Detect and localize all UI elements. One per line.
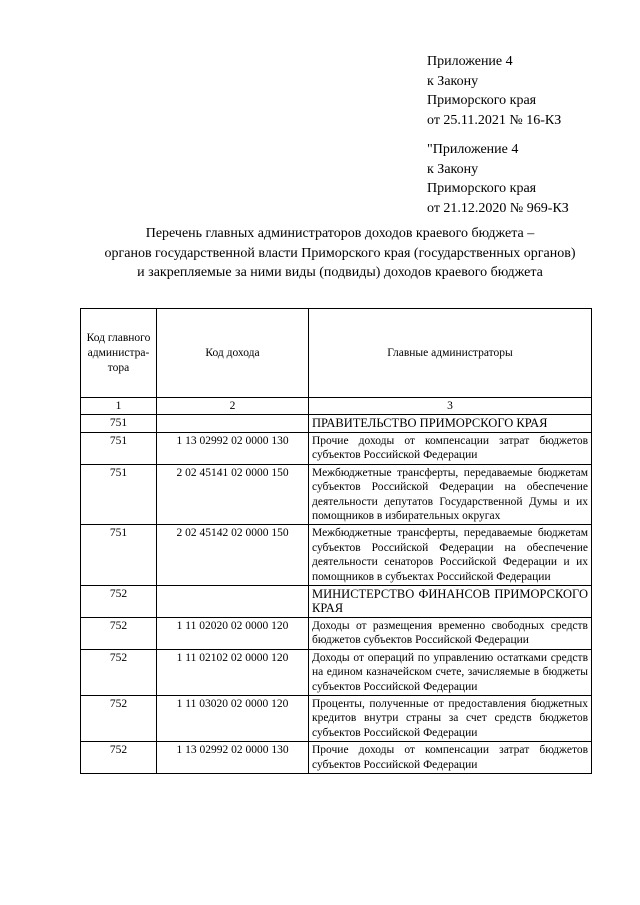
administrator-name-cell: Межбюджетные трансферты, передаваемые бюджетам субъектов Российской Федерации на обеспечение деятельности сенаторов Российской Федерации и их помощников в субъектах Российской Федерации (309, 525, 592, 586)
table-row (81, 695, 592, 741)
administrator-name-cell: Межбюджетные трансферты, передаваемые бюджетам субъектов Российской Федерации на обеспечение деятельности депутатов Государственной Думы и их помощников в избирательных округах (309, 464, 592, 525)
admin-code-cell: 752 (81, 586, 157, 618)
admin-code-cell: 751 (81, 433, 157, 465)
administrator-name-cell: Доходы от операций по управлению остатками средств на едином казначейском счете, зачисляемые в бюджеты субъектов Российской Федерации (309, 649, 592, 695)
header-admin-code: Код главного администра-тора (81, 309, 157, 398)
revenue-code-cell: 2 02 45141 02 0000 150 (157, 464, 309, 525)
table-row (81, 415, 592, 433)
table-row (81, 649, 592, 695)
admin-code-cell: 752 (81, 695, 157, 741)
revenue-code-cell (157, 415, 309, 433)
admin-code-cell: 752 (81, 649, 157, 695)
table-row (81, 525, 592, 586)
appendix-original-line2: к Закону (427, 161, 479, 177)
appendix-current-line3: Приморского края (427, 93, 537, 108)
table-row (81, 586, 592, 618)
column-number-3: 3 (309, 398, 592, 415)
revenue-code-cell: 1 13 02992 02 0000 130 (157, 742, 309, 774)
appendix-original-block (427, 140, 569, 218)
appendix-original-line4: от 21.12.2020 № 969-КЗ (427, 200, 569, 216)
appendix-current-line2: к Закону (427, 73, 479, 89)
header-administrators: Главные администраторы (309, 309, 592, 398)
table-row (81, 742, 592, 774)
administrator-name-cell: Прочие доходы от компенсации затрат бюджетов субъектов Российской Федерации (309, 433, 592, 465)
administrator-name-cell: МИНИСТЕРСТВО ФИНАНСОВ ПРИМОРСКОГО КРАЯ (309, 586, 592, 618)
table-row (81, 617, 592, 649)
revenue-code-cell: 1 11 02020 02 0000 120 (157, 617, 309, 649)
appendix-current-line1: Приложение 4 (427, 54, 513, 69)
administrator-name-cell: Прочие доходы от компенсации затрат бюджетов субъектов Российской Федерации (309, 742, 592, 774)
revenue-administrators-table (80, 308, 592, 774)
header-revenue-code: Код дохода (157, 309, 309, 398)
appendix-original-line3: Приморского края (427, 181, 537, 196)
admin-code-cell: 751 (81, 525, 157, 586)
appendix-current-line4: от 25.11.2021 № 16-КЗ (427, 112, 562, 128)
administrator-name-cell: Проценты, полученные от предоставления бюджетных кредитов внутри страны за счет средств бюджетов субъектов Российской Федерации (309, 695, 592, 741)
title-line3: и закрепляемые за ними виды (подвиды) доходов краевого бюджета (137, 265, 543, 280)
appendix-original-line1: "Приложение 4 (427, 142, 519, 157)
administrator-name-cell: Доходы от размещения временно свободных средств бюджетов субъектов Российской Федерации (309, 617, 592, 649)
revenue-code-cell: 1 11 03020 02 0000 120 (157, 695, 309, 741)
document-title (60, 224, 620, 283)
admin-code-cell: 751 (81, 464, 157, 525)
administrator-name-cell: ПРАВИТЕЛЬСТВО ПРИМОРСКОГО КРАЯ (309, 415, 592, 433)
table-column-numbers-row (81, 398, 592, 415)
column-number-2: 2 (157, 398, 309, 415)
admin-code-cell: 751 (81, 415, 157, 433)
revenue-code-cell: 1 11 02102 02 0000 120 (157, 649, 309, 695)
revenue-code-cell (157, 586, 309, 618)
column-number-1: 1 (81, 398, 157, 415)
title-line2: органов государственной власти Приморского края (государственных органов) (104, 245, 576, 261)
table-row (81, 464, 592, 525)
table-header-row (81, 309, 592, 398)
revenue-code-cell: 2 02 45142 02 0000 150 (157, 525, 309, 586)
admin-code-cell: 752 (81, 617, 157, 649)
revenue-code-cell: 1 13 02992 02 0000 130 (157, 433, 309, 465)
appendix-current-block (427, 52, 561, 130)
title-line1: Перечень главных администраторов доходов краевого бюджета – (145, 226, 535, 241)
table-row (81, 433, 592, 465)
admin-code-cell: 752 (81, 742, 157, 774)
